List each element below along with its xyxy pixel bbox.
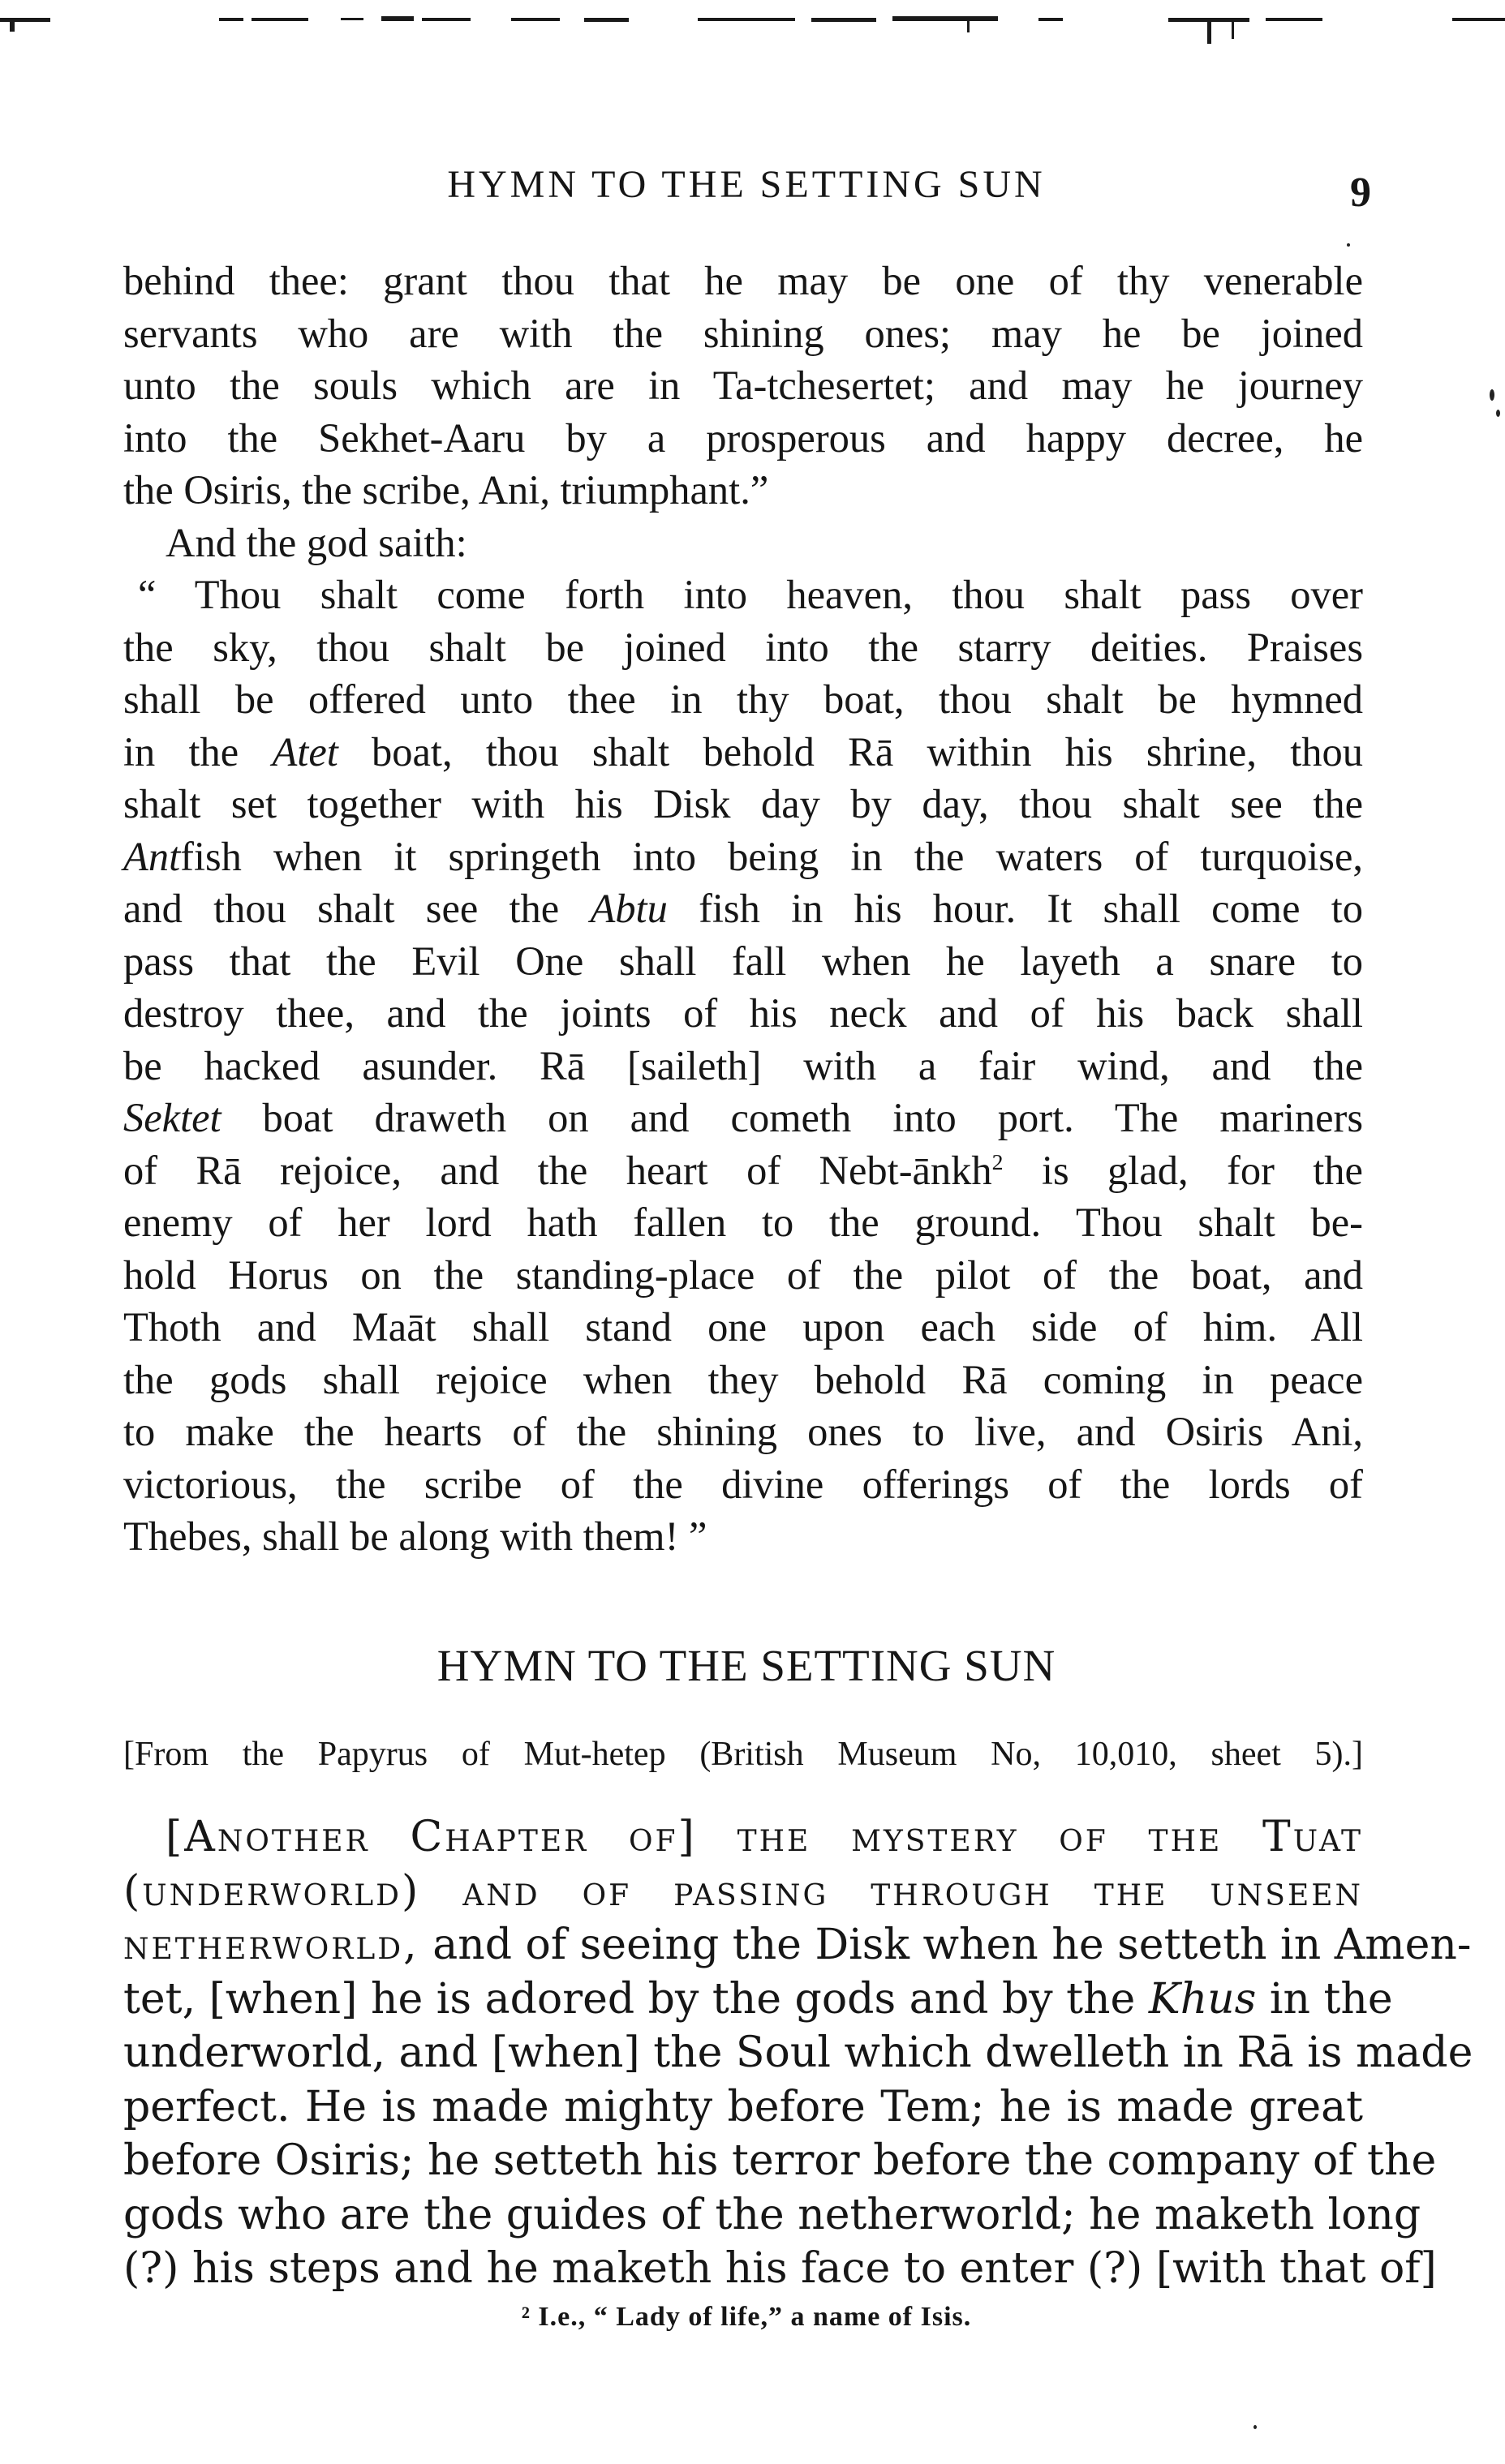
text-run: boat, thou shalt behold Rā within his shrine, thou xyxy=(338,728,1363,775)
text-line: Thoth and Maāt shall stand one upon each side of him. All xyxy=(123,1304,1363,1350)
text-line: “ Thou shalt come forth into heaven, thou shalt pass over xyxy=(138,572,1363,617)
text-line xyxy=(123,1092,1363,1144)
scan-edge-noise xyxy=(0,0,1505,57)
text-line: destroy thee, and the joints of his neck and of his back shall xyxy=(123,990,1363,1036)
running-head xyxy=(122,162,1371,216)
text-line: perfect. He is made mighty before Tem; he is made great xyxy=(123,2082,1363,2131)
chapter-heading-run: (underworld) and of passing through the unseen xyxy=(123,1866,1363,1916)
text-line: enemy of her lord hath fallen to the ground. Thou shalt be- xyxy=(123,1200,1363,1245)
text-line: Thebes, shall be along with them! ” xyxy=(123,1513,707,1559)
text-line xyxy=(123,1144,1363,1197)
fish-name: Abtu xyxy=(590,886,668,931)
scan-speck xyxy=(1490,389,1494,401)
text-line: victorious, the scribe of the divine offerings of the lords of xyxy=(123,1461,1363,1507)
text-line: gods who are the guides of the netherworld; he maketh long xyxy=(123,2190,1421,2239)
text-run: boat draweth on and cometh into port. The mariners xyxy=(221,1095,1363,1140)
footnote-marker: 2 xyxy=(991,1149,1004,1175)
page-number: 9 xyxy=(1350,170,1371,216)
hymn-body-text xyxy=(123,255,1363,1563)
text-run: tet, [when] he is adored by the gods and by the xyxy=(123,1974,1149,2024)
section-title: HYMN TO THE SETTING SUN xyxy=(436,1641,1056,1690)
chapter-heading-run: netherworld, xyxy=(123,1921,419,1969)
text-line xyxy=(123,1972,1393,2027)
text-run: fish when it springeth into being in the waters of turquoise, xyxy=(180,833,1363,879)
running-head-title: HYMN TO THE SETTING SUN xyxy=(447,163,1046,206)
text-run: and thou shalt see the xyxy=(123,886,591,931)
text-run: in the xyxy=(1256,1974,1393,2024)
text-line: pass that the Evil One shall fall when he layeth a snare to xyxy=(123,938,1363,984)
text-line: the gods shall rejoice when they behold Rā coming in peace xyxy=(123,1356,1363,1402)
text-run: fish in his hour. It shall come to xyxy=(667,886,1364,931)
text-run: in the xyxy=(123,728,273,775)
text-run: of Rā rejoice, and the heart of Nebt-ānkh xyxy=(123,1147,992,1193)
scan-speck xyxy=(1253,2425,1257,2429)
text-line: to make the hearts of the shining ones to live, and Osiris Ani, xyxy=(123,1409,1363,1454)
text-run: is glad, for the xyxy=(1003,1147,1363,1193)
text-line: underworld, and [when] the Soul which dwelleth in Rā is made xyxy=(123,2028,1473,2077)
footnote: ² I.e., “ Lady of life,” a name of Isis. xyxy=(521,2302,972,2332)
khus-term: Khus xyxy=(1148,1974,1257,2024)
chapter-heading-run: [Another Chapter of] the mystery of the Tuat xyxy=(166,1813,1363,1861)
text-line: (?) his steps and he maketh his face to enter (?) [with that of] xyxy=(123,2244,1437,2293)
text-line xyxy=(123,1918,1472,1972)
chapter-text xyxy=(123,1810,1473,2296)
text-line: into the Sekhet-Aaru by a prosperous and happy decree, he xyxy=(123,414,1363,461)
text-line: be hacked asunder. Rā [saileth] with a fair wind, and the xyxy=(123,1042,1363,1088)
scan-speck xyxy=(1496,410,1500,417)
text-line: before Osiris; he setteth his terror before the company of the xyxy=(123,2136,1437,2185)
text-line xyxy=(123,831,1363,883)
boat-name: Sektet xyxy=(123,1095,221,1140)
text-line: the Osiris, the scribe, Ani, triumphant.” xyxy=(123,467,769,513)
text-line: the sky, thou shalt be joined into the starry deities. Praises xyxy=(123,624,1363,670)
text-line: shalt set together with his Disk day by day, thou shalt see the xyxy=(123,781,1363,826)
text-line: And the god saith: xyxy=(166,519,467,565)
text-run: and of seeing the Disk when he setteth in Amen- xyxy=(419,1921,1472,1969)
text-line xyxy=(123,726,1363,779)
fish-name: Ant xyxy=(123,833,181,879)
text-line: shall be offered unto thee in thy boat, thou shalt be hymned xyxy=(123,676,1363,722)
text-line xyxy=(123,1865,1363,1919)
text-line: servants who are with the shining ones; may he be joined xyxy=(123,310,1363,356)
source-note: [From the Papyrus of Mut-hetep (British Museum No, 10,010, sheet 5).] xyxy=(123,1736,1363,1773)
text-line: behind thee: grant thou that he may be one of thy venerable xyxy=(123,258,1363,303)
scan-speck xyxy=(1347,243,1350,247)
text-line: hold Horus on the standing-place of the pilot of the boat, and xyxy=(123,1251,1363,1298)
text-line xyxy=(123,1810,1363,1865)
text-line xyxy=(123,882,1363,935)
boat-name: Atet xyxy=(272,728,338,775)
text-line: unto the souls which are in Ta-tchesertet; and may he journey xyxy=(123,363,1363,408)
